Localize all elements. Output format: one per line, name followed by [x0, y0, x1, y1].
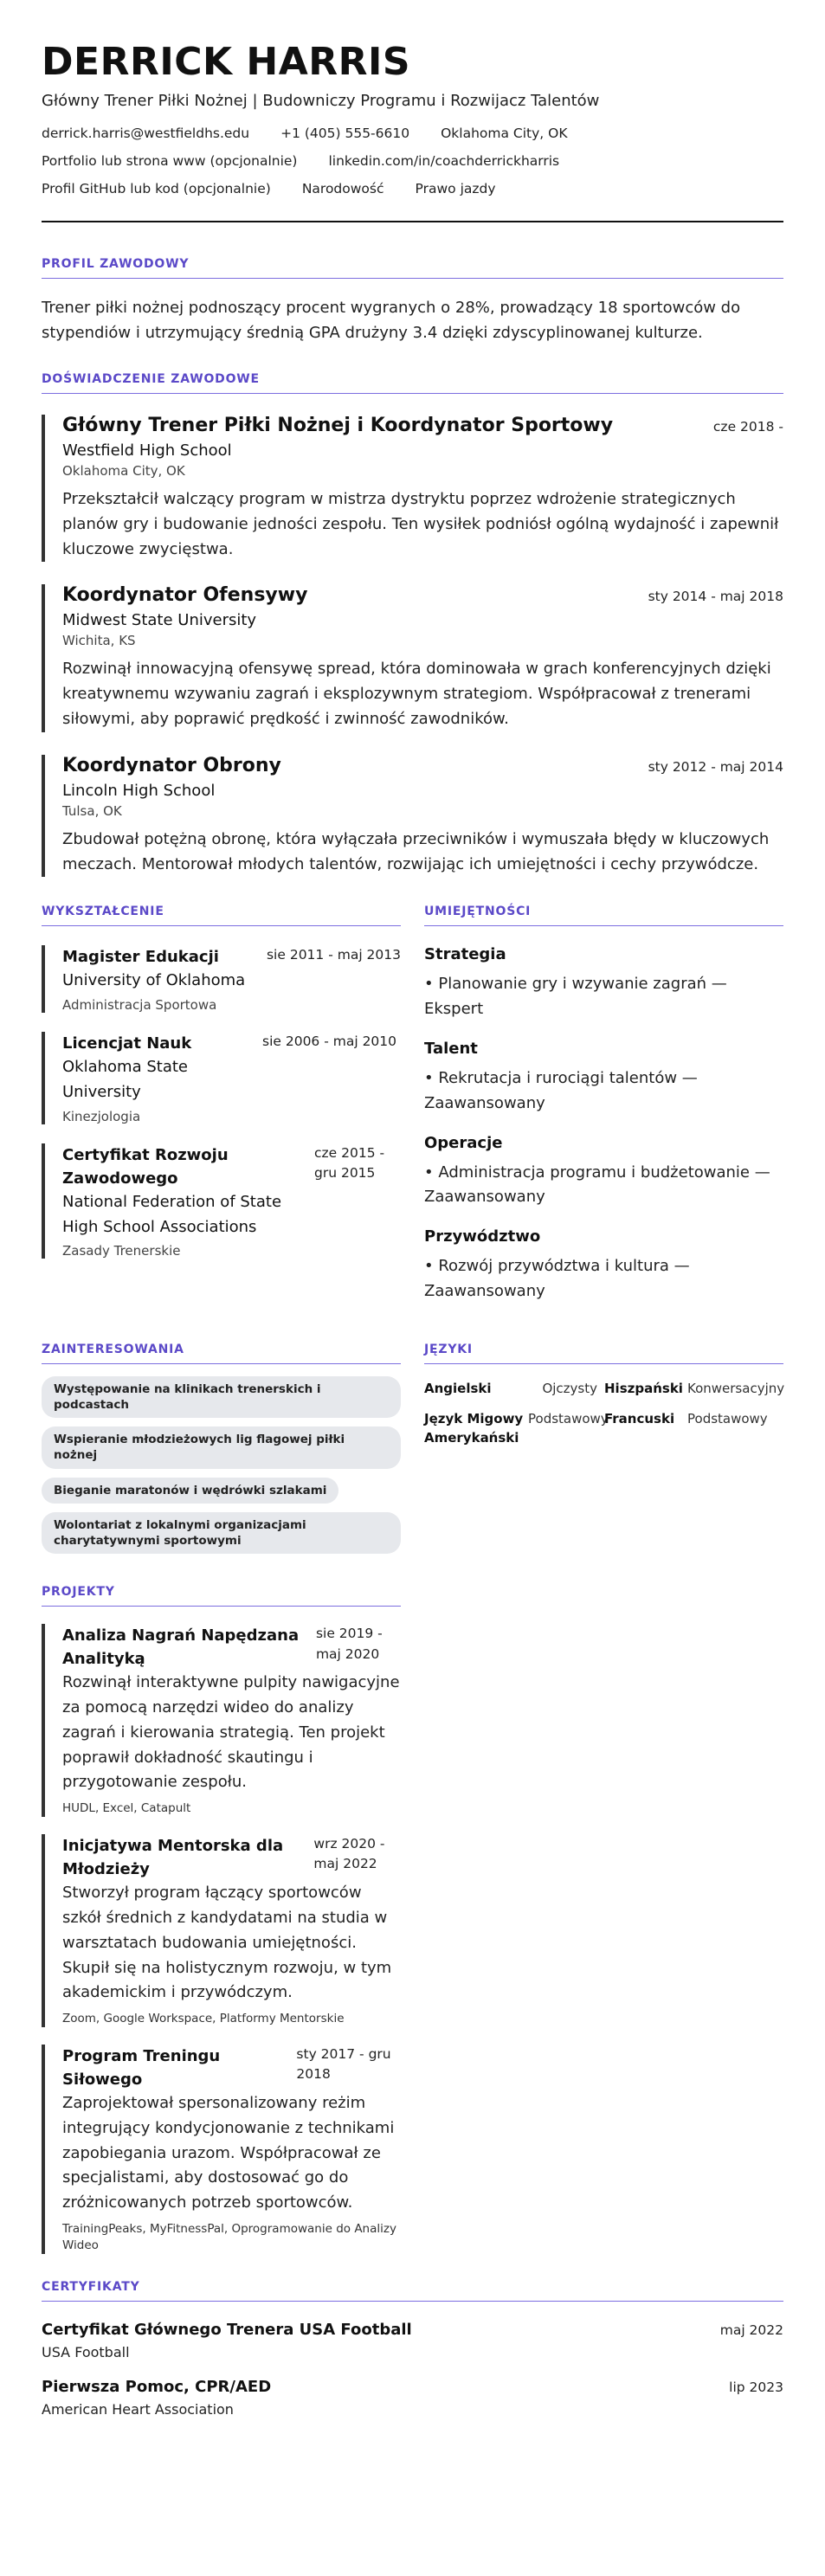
job-location: Wichita, KS: [62, 633, 136, 649]
education-degree: Magister Edukacji: [62, 948, 219, 967]
project-title: Inicjatywa Mentorska dla Młodzieży: [62, 1837, 284, 1879]
skill-group: [424, 1040, 783, 1117]
certification-issuer: USA Football: [42, 2343, 130, 2360]
language-name: Hiszpański: [604, 1380, 683, 1396]
section-title: ZAINTERESOWANIA: [42, 1343, 401, 1364]
education-dates: sie 2006 - maj 2010: [262, 1034, 397, 1050]
section-title: CERTYFIKATY: [42, 2280, 783, 2302]
contact-portfolio[interactable]: Portfolio lub strona www (opcjonalnie): [42, 153, 298, 170]
education-entry: [42, 1032, 401, 1124]
skill-group: [424, 1134, 783, 1211]
certification-name: Pierwsza Pomoc, CPR/AED: [42, 2377, 272, 2396]
candidate-headline: Główny Trener Piłki Nożnej | Budowniczy Programu i Rozwijacz Talentów: [42, 92, 600, 111]
skill-item: • Planowanie gry i wzywanie zagrań — Ekspert: [424, 975, 727, 1019]
job-company: Westfield High School: [62, 441, 232, 460]
job-location: Tulsa, OK: [62, 802, 122, 819]
section-title: DOŚWIADCZENIE ZAWODOWE: [42, 372, 783, 394]
education-entry: [42, 1143, 401, 1259]
language-name: Język Migowy Amerykański: [424, 1411, 524, 1446]
languages-section: [424, 1343, 783, 1555]
interest-chip: Wolontariat z lokalnymi organizacjami charytatywnymi sportowymi: [42, 1512, 401, 1554]
interests-section: [42, 1343, 401, 1555]
interest-list: [42, 1376, 401, 1555]
project-technologies: HUDL, Excel, Catapult: [62, 1801, 191, 1816]
language-level: Podstawowy: [528, 1411, 609, 1427]
skill-group: [424, 945, 783, 1022]
job-entry: [42, 584, 783, 731]
contact-location: Oklahoma City, OK: [441, 126, 568, 142]
skill-category: Przywództwo: [424, 1227, 541, 1246]
project-dates: sty 2017 - gru 2018: [296, 2046, 391, 2083]
certification-issuer: American Heart Association: [42, 2400, 234, 2418]
certification-date: maj 2022: [719, 2322, 783, 2338]
job-title: Główny Trener Piłki Nożnej i Koordynator Sportowy: [62, 414, 614, 436]
projects-section: [42, 1585, 401, 2254]
job-entry: [42, 755, 783, 878]
project-technologies: TrainingPeaks, MyFitnessPal, Oprogramowanie do Analizy Wideo: [62, 2222, 396, 2252]
certification-name: Certyfikat Głównego Trenera USA Football: [42, 2320, 412, 2339]
certification-date: lip 2023: [729, 2379, 783, 2395]
job-company: Lincoln High School: [62, 781, 216, 800]
education-field: Administracja Sportowa: [62, 997, 217, 1014]
language-name: Angielski: [424, 1380, 492, 1396]
job-dates: sty 2014 - maj 2018: [648, 589, 783, 605]
job-title: Koordynator Obrony: [62, 754, 281, 776]
education-field: Kinezjologia: [62, 1108, 141, 1124]
resume-header: [42, 42, 783, 222]
contact-driving-license: Prawo jazdy: [415, 181, 496, 197]
project-title: Analiza Nagrań Napędzana Analityką: [62, 1626, 300, 1669]
job-entry: [42, 415, 783, 562]
job-dates: sty 2012 - maj 2014: [648, 758, 783, 775]
job-company: Midwest State University: [62, 611, 257, 630]
contact-phone[interactable]: +1 (405) 555-6610: [280, 126, 410, 142]
profile-summary: Trener piłki nożnej podnoszący procent wygranych o 28%, prowadzący 18 sportowców do stypendiów i utrzymujący średnią GPA drużyny 3.4 dzięki zdyscyplinowanej kulturze.: [42, 299, 741, 343]
education-degree: Licencjat Nauk: [62, 1034, 192, 1053]
education-dates: sie 2011 - maj 2013: [266, 947, 401, 963]
education-school: University of Oklahoma: [62, 971, 246, 990]
project-description: Rozwinął interaktywne pulpity nawigacyjne za pomocą narzędzi wideo do analizy zagrań i kierowania strategią. Ten projekt poprawił dokładność skautingu i przygotowanie zespołu.: [62, 1673, 400, 1792]
job-title: Koordynator Ofensywy: [62, 584, 308, 607]
education-school: National Federation of State High School Associations: [62, 1192, 282, 1236]
skill-category: Operacje: [424, 1133, 503, 1152]
language-level: Ojczysty: [542, 1380, 597, 1396]
skills-section: [424, 905, 783, 1304]
section-title: WYKSZTAŁCENIE: [42, 905, 401, 926]
section-title: UMIEJĘTNOŚCI: [424, 905, 783, 926]
skill-category: Talent: [424, 1039, 478, 1058]
profile-section: [42, 257, 783, 346]
skill-item: • Administracja programu i budżetowanie — Zaawansowany: [424, 1162, 770, 1207]
language-list: [424, 1380, 783, 1448]
skill-group: [424, 1227, 783, 1304]
job-description: Rozwinął innowacyjną ofensywę spread, która dominowała w grach konferencyjnych dzięki kreatywnemu wzywaniu zagrań i eksplozywnym strategiom. Współpracował z trenerami siłowymi, aby poprawić prędkość i zwinność zawodników.: [62, 660, 771, 728]
project-description: Stworzył program łączący sportowców szkół średnich z kandydatami na studia w warsztatach budowania umiejętności. Skupił się na holistycznym rozwoju, w tym akademickim i przywódczym.: [62, 1884, 392, 2002]
contact-row: [42, 126, 783, 141]
contact-github[interactable]: Profil GitHub lub kod (opcjonalnie): [42, 181, 271, 197]
project-entry: [42, 1834, 401, 2027]
project-entry: [42, 1624, 401, 1817]
skill-item: • Rekrutacja i rurociągi talentów — Zaawansowany: [424, 1068, 698, 1112]
job-location: Oklahoma City, OK: [62, 462, 185, 479]
education-entry: [42, 945, 401, 1013]
job-dates: cze 2018 -: [712, 418, 783, 435]
job-description: Przekształcił walczący program w mistrza dystryktu poprzez wdrożenie strategicznych planów gry i budowanie jedności zespołu. Ten wysiłek podniósł ogólną wydajność i zapewnił kluczowe zwycięstwa.: [62, 489, 779, 558]
skill-item: • Rozwój przywództwa i kultura — Zaawansowany: [424, 1257, 690, 1300]
language-level: Podstawowy: [687, 1411, 768, 1427]
education-dates: cze 2015 - gru 2015: [314, 1144, 385, 1181]
contact-linkedin[interactable]: linkedin.com/in/coachderrickharris: [328, 153, 560, 170]
interest-chip: Wspieranie młodzieżowych lig flagowej piłki nożnej: [42, 1426, 401, 1468]
project-technologies: Zoom, Google Workspace, Platformy Mentorskie: [62, 2012, 345, 2026]
interests-languages-row: [42, 1343, 783, 1555]
section-title: PROJEKTY: [42, 1585, 401, 1607]
contact-email[interactable]: derrick.harris@westfieldhs.edu: [42, 126, 250, 142]
section-title: JĘZYKI: [424, 1343, 783, 1364]
education-section: [42, 905, 401, 1304]
education-school: Oklahoma State University: [62, 1058, 188, 1101]
interest-chip: Występowanie na klinikach trenerskich i podcastach: [42, 1376, 401, 1418]
job-description: Zbudował potężną obronę, która wyłączała przeciwników i wymuszała błędy w kluczowych meczach. Mentorował młodych talentów, rozwijając ich umiejętności i cechy przywódcze.: [62, 829, 770, 873]
contact-row: [42, 153, 783, 169]
education-skills-row: [42, 905, 783, 1304]
experience-section: [42, 372, 783, 877]
language-level: Konwersacyjny: [687, 1380, 785, 1396]
education-degree: Certyfikat Rozwoju Zawodowego: [62, 1145, 229, 1188]
project-entry: [42, 2045, 401, 2254]
certification-entry: [42, 2378, 783, 2418]
certifications-section: [42, 2280, 783, 2418]
language-name: Francuski: [604, 1411, 675, 1427]
project-dates: sie 2019 - maj 2020: [315, 1626, 383, 1662]
candidate-name: DERRICK HARRIS: [42, 40, 411, 84]
project-dates: wrz 2020 - maj 2022: [313, 1836, 385, 1872]
project-description: Zaprojektował spersonalizowany reżim integrujący kondycjonowanie z technikami zapobiegania urazom. Współpracował ze specjalistami, aby dostosować go do zróżnicowanych potrzeb sportowców.: [62, 2094, 395, 2212]
education-field: Zasady Trenerskie: [62, 1243, 181, 1259]
skill-category: Strategia: [424, 945, 506, 964]
certification-entry: [42, 2321, 783, 2360]
section-title: PROFIL ZAWODOWY: [42, 257, 783, 279]
project-title: Program Treningu Siłowego: [62, 2047, 221, 2090]
header-divider: [42, 221, 783, 222]
contact-row: [42, 181, 783, 196]
interest-chip: Bieganie maratonów i wędrówki szlakami: [42, 1478, 338, 1504]
contact-nationality: Narodowość: [301, 181, 384, 197]
